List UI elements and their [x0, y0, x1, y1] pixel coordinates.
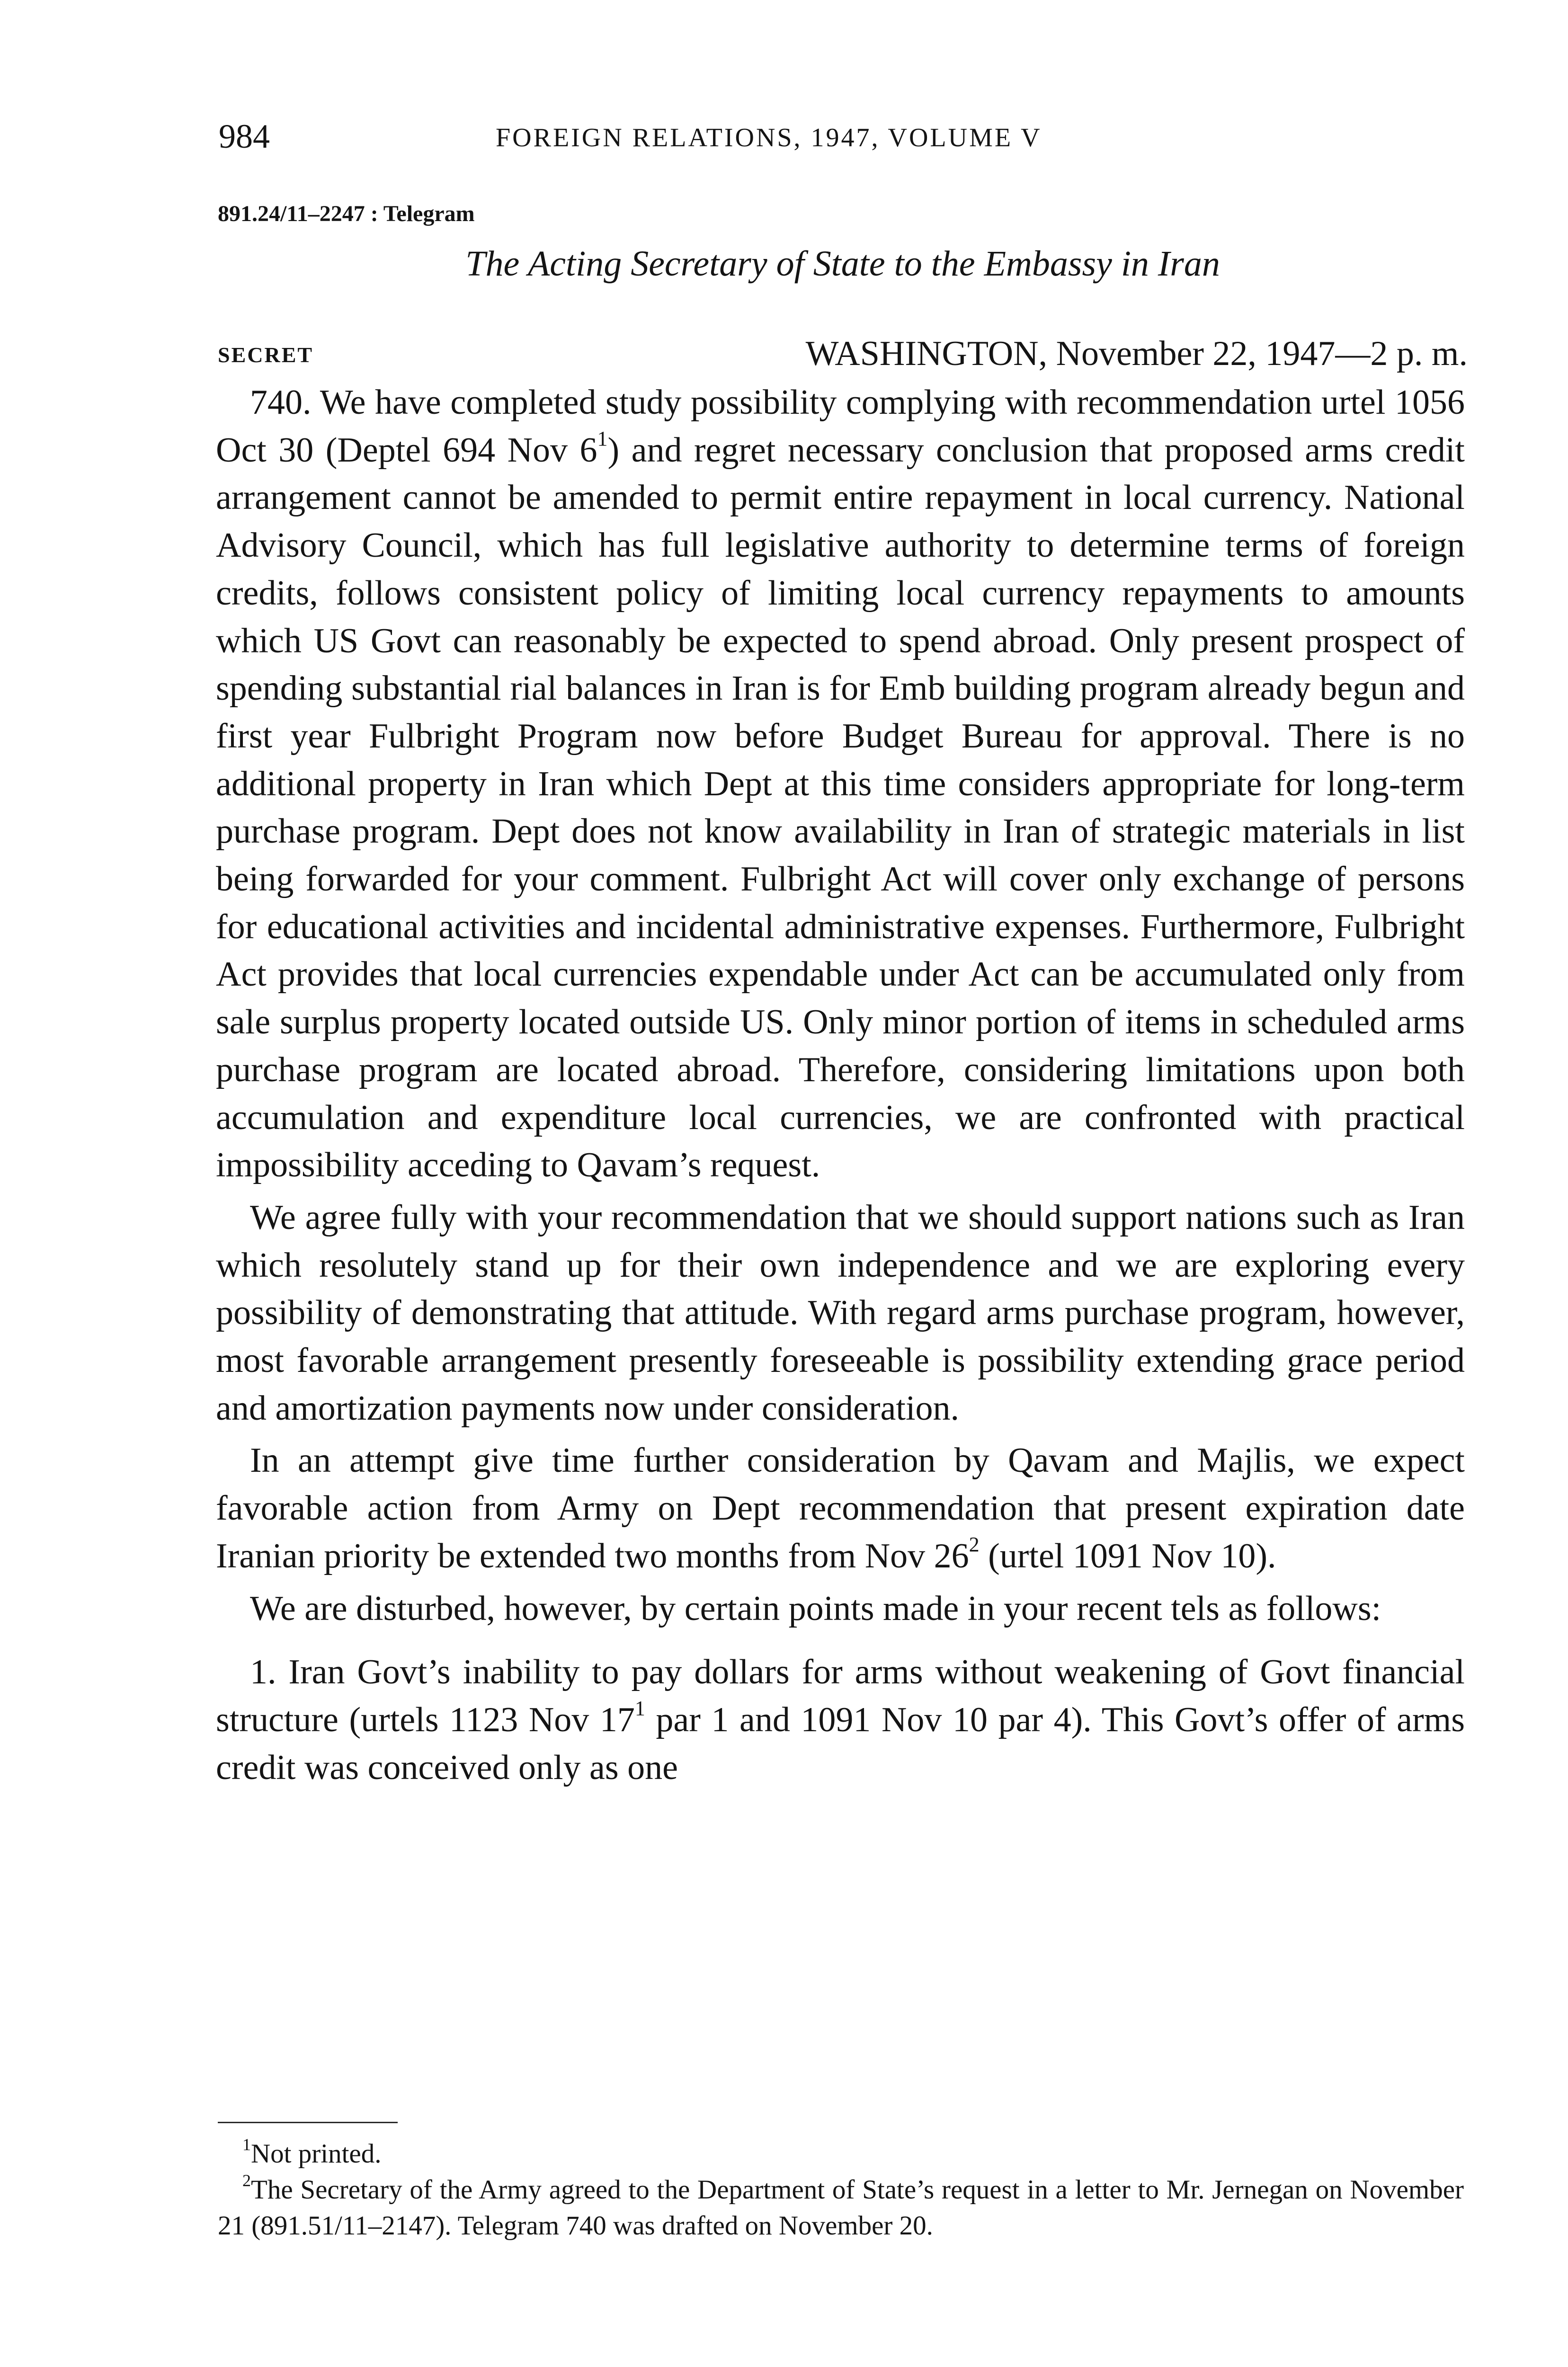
file-reference: 891.24/11–2247 : Telegram — [218, 201, 475, 226]
footnote-ref-1: 1 — [597, 427, 608, 451]
paragraph-5-text-a: 1. Iran Govt’s inability to pay dollars for arms without weakening of Govt financial structure (urtels 1123 Nov 17 — [216, 1653, 1465, 1739]
dateline — [218, 328, 1468, 380]
document-title: The Acting Secretary of State to the Embassy in Iran — [465, 244, 1220, 284]
footnote-ref-1-repeat: 1 — [634, 1697, 645, 1720]
footnotes — [218, 2136, 1464, 2244]
paragraph-3-text-b: (urtel 1091 Nov 10). — [979, 1536, 1276, 1575]
paragraph-2: We agree fully with your recommendation that we should support nations such as Iran which resolutely stand up for their own independence and we are exploring every possibility of demonstrating that attitude. With regard arms purchase program, however, most favorable arrangement presently foreseeable is possibility extending grace period and amortization payments now under consideration. — [216, 1198, 1465, 1428]
paragraph-3 — [216, 1437, 1465, 1580]
paragraph-3-text-a: In an attempt give time further consideration by Qavam and Majlis, we expect favorable action from Army on Dept recommendation that present expiration date Iranian priority be extended two months from Nov 26 — [216, 1441, 1465, 1575]
footnote-2 — [218, 2172, 1464, 2244]
telegram-body — [216, 379, 1465, 1791]
footnote-1 — [218, 2136, 1464, 2172]
classification-label: SECRET — [218, 343, 314, 367]
paragraph-4: We are disturbed, however, by certain points made in your recent tels as follows: — [250, 1589, 1381, 1628]
footnote-1-mark: 1 — [242, 2135, 251, 2154]
page-header — [219, 113, 1469, 165]
footnote-2-text: The Secretary of the Army agreed to the Department of State’s request in a letter to Mr. Jernegan on November 21 (891.51/11–2147). Telegram 740 was drafted on November 20. — [218, 2175, 1464, 2241]
paragraph-1 — [216, 379, 1465, 1189]
paragraph-5 — [216, 1648, 1465, 1791]
paragraph-1-text-a: 740. We have completed study possibility complying with recommendation urtel 1056 Oct 30 (Deptel 694 Nov 6 — [216, 383, 1465, 470]
paragraph-5-text-b: par 1 and 1091 Nov 10 par 4). This Govt’s offer of arms credit was conceived only as one — [216, 1700, 1465, 1787]
place-date: WASHINGTON, November 22, 1947—2 p. m. — [805, 334, 1468, 373]
footnote-2-mark: 2 — [242, 2171, 251, 2190]
footnote-ref-2: 2 — [969, 1533, 980, 1557]
footnote-1-text: Not printed. — [251, 2139, 382, 2169]
footnote-divider — [218, 2122, 398, 2123]
paragraph-1-text-b: ) and regret necessary conclusion that proposed arms credit arrangement cannot be amended to permit entire repayment in local currency. National Advisory Council, which has full legislative authority to determine terms of foreign credits, follows consistent policy of limiting local currency repayments to amounts which US Govt can reasonably be expected to spend abroad. Only present prospect of spending substantial rial balances in Iran is for Emb building program already begun and first year Fulbright Program now before Budget Bureau for approval. There is no additional property in Iran which Dept at this time considers appropriate for long-term purchase program. Dept does not know availability in Iran of strategic materials in list being forwarded for your comment. Fulbright Act will cover only exchange of persons for educational activities and incidental administrative expenses. Furthermore, Fulbright Act provides that local currencies expendable under Act can be accumulated only from sale surplus property located outside US. Only minor portion of items in scheduled arms purchase program are located abroad. Therefore, considering limitations upon both accumulation and expenditure local currencies, we are confronted with practical impossibility acceding to Qavam’s request. — [216, 430, 1465, 1185]
page-number: 984 — [219, 117, 270, 155]
running-head: FOREIGN RELATIONS, 1947, VOLUME V — [496, 123, 1042, 152]
